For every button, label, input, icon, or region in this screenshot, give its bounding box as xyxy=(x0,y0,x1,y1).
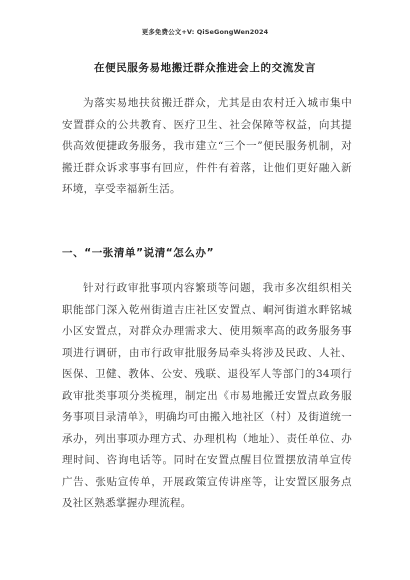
document-title: 在便民服务易地搬迁群众推进会上的交流发言 xyxy=(94,62,316,74)
section-1-heading: 一、“一张清单”说清“怎么办” xyxy=(62,247,215,259)
intro-paragraph: 为落实易地扶贫搬迁群众，尤其是由农村迁入城市集中安置群众的公共教育、医疗卫生、社会保障等权益，向其提供高效便捷政务服务，我市建立“三个一”便民服务机制，对搬迁群众诉求事事有回应，件件有着落，让他们更好融入新环境，享受幸福新生活。 xyxy=(62,97,352,195)
section-1-paragraph: 针对行政审批事项内容繁琐等问题，我市多次组织相关职能部门深入乾州街道吉庄社区安置点、峒河街道水畔铭城小区安置点，对群众办理需求大、使用频率高的政务服务事项进行调研，由市行政审批服务局牵头将涉及民政、人社、医保、卫健、教体、公安、残联、退役军人等部门的34项行政审批类事项分类梳理，制定出《市易地搬迁安置点政务服务事项目录清单》，明确均可由搬入地社区（村）及街道统一承办，列出事项办理方式、办理机构（地址）、责任单位、办理时间、咨询电话等。同时在安置点醒目位置摆放清单宣传广告、张贴宣传单，开展政策宣传讲座等，让安置区服务点及社区熟悉掌握办理流程。 xyxy=(62,282,352,509)
header-watermark-note: 更多免费公文+V: QiSeGongWen2024 xyxy=(141,28,269,36)
